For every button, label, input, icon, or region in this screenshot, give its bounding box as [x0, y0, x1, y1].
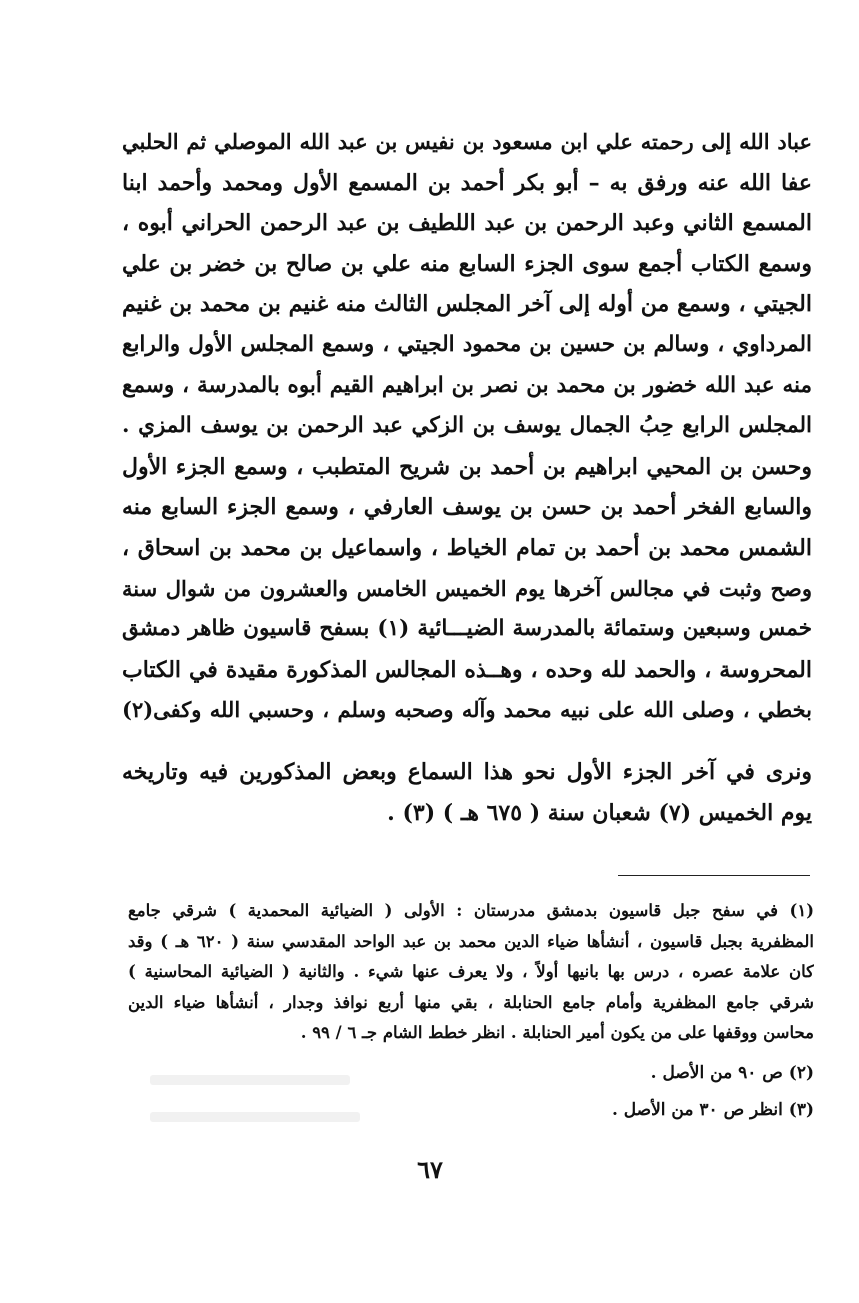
text-line: ونرى في آخر الجزء الأول نحو هذا السماع وبعض المذكورين فيه وتاريخه: [122, 759, 812, 785]
second-paragraph: [122, 752, 812, 833]
text-line: المجلس الرابع حِبُ الجمال يوسف بن الزكي عبد الرحمن بن يوسف المزي .: [122, 413, 812, 439]
text-line: بخطي ، وصلى الله على نبيه محمد وآله وصحبه وسلم ، وحسبي الله وكفى(٢): [122, 697, 812, 723]
text-line: يوم الخميس (٧) شعبان سنة ( ٦٧٥ هـ ) (٣) .: [387, 799, 812, 826]
main-paragraph: [122, 122, 812, 731]
bleed-through-mark: [150, 1112, 360, 1122]
text-line: الجيتي ، وسمع من أوله إلى آخر المجلس الثالث منه غنيم بن محمد بن غنيم: [122, 291, 812, 318]
footnote-line: كان علامة عصره ، درس بها بانيها أولاً ، ولا يعرف عنها شيء . والثانية ( الضيائية المحاسنية ): [128, 962, 814, 981]
text-line: المسمع الثاني وعبد الرحمن بن عبد اللطيف بن عبد الرحمن الحراني أبوه ،: [122, 210, 812, 237]
text-line: منه عبد الله خضور بن محمد بن نصر بن ابراهيم القيم أبوه بالمدرسة ، وسمع: [122, 372, 812, 398]
text-line: المرداوي ، وسالم بن حسين بن محمود الجيتي ، وسمع المجلس الأول والرابع: [122, 331, 812, 357]
text-line: عفا الله عنه ورفق به – أبو بكر أحمد بن المسمع الأول ومحمد وأحمد ابنا: [122, 169, 812, 196]
text-line: وسمع الكتاب أجمع سوى الجزء السابع منه علي بن صالح بن خضر بن علي: [122, 250, 812, 277]
footnote-1: [128, 896, 814, 1049]
footnote-line: (١) في سفح جبل قاسيون بدمشق مدرستان : الأولى ( الضيائية المحمدية ) شرقي جامع: [128, 901, 814, 920]
page-number: ٦٧: [417, 1155, 443, 1184]
text-line: الشمس محمد بن أحمد بن تمام الخياط ، واسماعيل بن محمد بن اسحاق ،: [122, 534, 812, 561]
bleed-through-mark: [150, 1075, 350, 1085]
text-line: وحسن بن المحيي ابراهيم بن أحمد بن شريح المتطبب ، وسمع الجزء الأول: [122, 453, 812, 480]
text-line: وصح وثبت في مجالس آخرها يوم الخميس الخامس والعشرون من شوال سنة: [122, 575, 812, 601]
footnote-line: المظفرية بجبل قاسيون ، أنشأها ضياء الدين محمد بن عبد الواحد المقدسي سنة ( ٦٢٠ هـ ) وقد: [128, 931, 814, 951]
footnote-divider: [618, 875, 810, 876]
footnote-2: (٢) ص ٩٠ من الأصل .: [650, 1063, 814, 1083]
text-line: والسابع الفخر أحمد بن حسن بن يوسف العارفي ، وسمع الجزء السابع منه: [122, 494, 812, 521]
text-line: المحروسة ، والحمد لله وحده ، وهــذه المجالس المذكورة مقيدة في الكتاب: [122, 656, 812, 683]
text-line: خمس وسبعين وستمائة بالمدرسة الضيـــائية (١) بسفح قاسيون ظاهر دمشق: [122, 616, 812, 642]
footnote-3: (٣) انظر ص ٣٠ من الأصل .: [611, 1100, 814, 1120]
footnote-line: شرقي جامع المظفرية وأمام جامع الحنابلة ، بقي منها أربع نوافذ وجدار ، أنشأها ضياء الدين: [128, 992, 814, 1012]
text-line: عباد الله إلى رحمته علي ابن مسعود بن نفيس بن عبد الله الموصلي ثم الحلبي: [122, 129, 812, 154]
footnote-line: محاسن ووقفها على من يكون أمير الحنابلة . انظر خطط الشام جـ ٦ / ٩٩ .: [300, 1023, 814, 1042]
